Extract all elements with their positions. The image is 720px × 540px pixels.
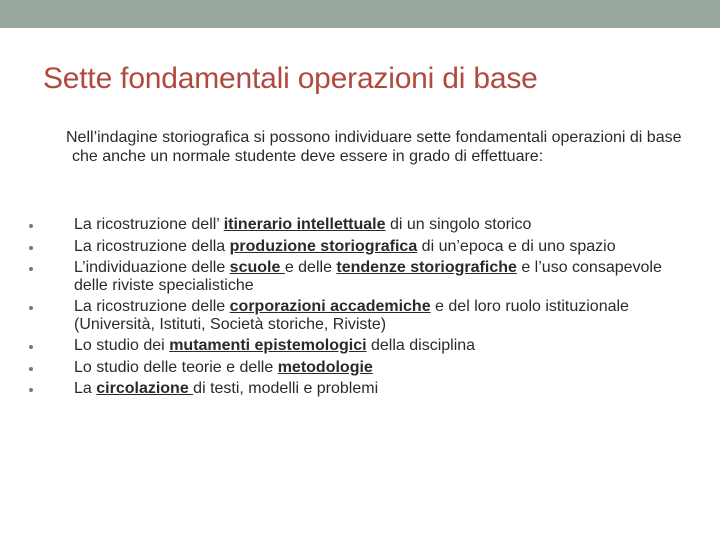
item-text: Lo studio dei <box>74 337 170 354</box>
item-keyword: corporazioni accademiche <box>229 298 431 315</box>
item-text: La ricostruzione dell’ <box>74 216 224 233</box>
operations-list <box>26 214 676 400</box>
item-keyword: produzione storiografica <box>229 237 418 255</box>
bullet-dot-icon <box>29 388 33 392</box>
item-text: di testi, modelli e problemi <box>193 380 379 397</box>
item-keyword: metodologie <box>277 358 373 376</box>
item-text: e l’uso consapevole delle riviste specialistiche <box>74 259 662 294</box>
item-text: La <box>74 380 97 397</box>
list-item <box>26 378 676 400</box>
item-text: di un’epoca e di uno spazio <box>417 237 616 255</box>
item-text: della disciplina <box>366 337 476 354</box>
item-text: Lo studio delle teorie e delle <box>74 358 278 376</box>
list-item <box>26 357 676 379</box>
slide-title: Sette fondamentali operazioni di base <box>43 62 538 95</box>
item-text: e del loro ruolo istituzionale (Università, Istituti, Società storiche, Riviste) <box>74 298 629 333</box>
bullet-dot-icon <box>29 224 33 228</box>
list-item <box>26 236 676 258</box>
intro-paragraph <box>66 128 682 166</box>
bullet-dot-icon <box>29 267 33 271</box>
item-keyword: scuole <box>229 259 285 276</box>
list-item <box>26 214 676 236</box>
item-keyword: tendenze storiografiche <box>336 259 517 276</box>
item-text: La ricostruzione delle <box>74 298 230 315</box>
item-keyword: mutamenti epistemologici <box>169 337 367 354</box>
item-text: di un singolo storico <box>385 216 532 233</box>
item-text: L’individuazione delle <box>74 259 230 276</box>
top-accent-band <box>0 0 720 28</box>
intro-text-start: Nell’indagine storiografica si possono individuare sette fondamentali operazioni di base <box>66 129 682 146</box>
bullet-dot-icon <box>29 306 33 310</box>
item-text: e delle <box>284 259 337 276</box>
bullet-dot-icon <box>29 345 33 349</box>
item-keyword: circolazione <box>96 380 194 397</box>
list-item <box>26 335 676 357</box>
item-text: La ricostruzione della <box>74 237 230 255</box>
intro-text-end: che anche un normale studente deve essere in grado di effettuare: <box>72 148 544 165</box>
list-item <box>26 257 676 296</box>
item-keyword: itinerario intellettuale <box>223 216 386 233</box>
list-item <box>26 296 676 335</box>
bullet-dot-icon <box>29 246 33 250</box>
bullet-dot-icon <box>29 367 33 371</box>
